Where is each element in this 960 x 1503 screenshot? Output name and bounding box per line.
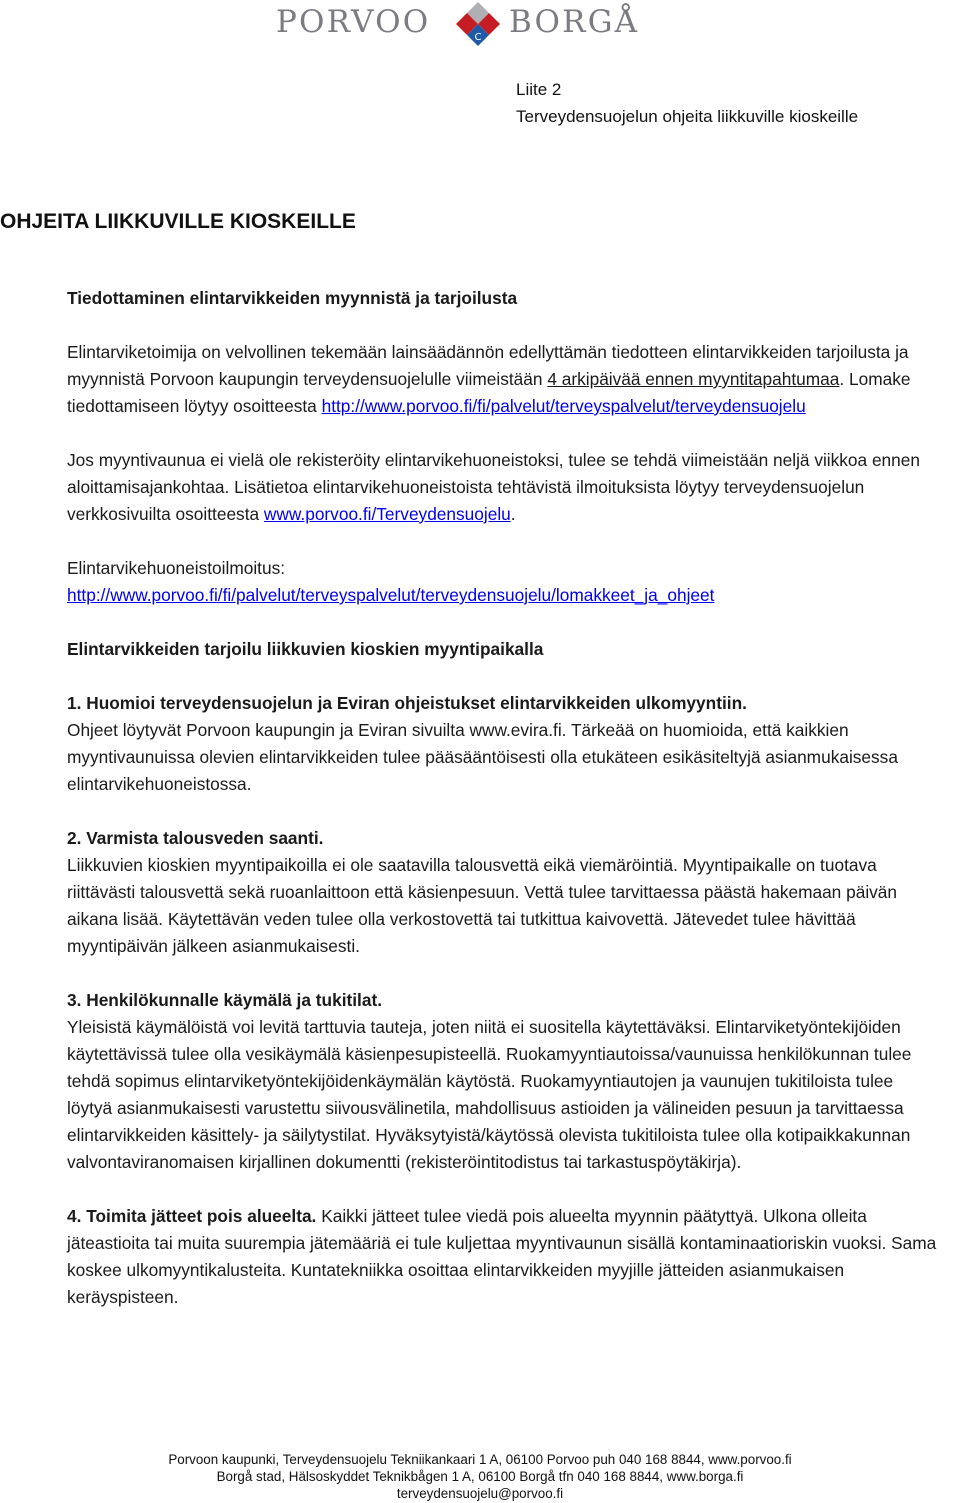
footer-email: terveydensuojelu@porvoo.fi	[396, 1486, 564, 1501]
instruction-item-4-text: Kaikki jätteet tulee viedä pois alueelta myynnin päätyttyä. Ulkona olleita jäteastioita tai muita suurempia jätemääriä ei tule kuljettaa myyntivaunun sisällä kontaminaatioriskin vuoksi. Sama koskee ulkomyyntikalusteita. Kuntatekniikka osoittaa elintarvikkeiden myyjille jätteiden asianmukaisen keräyspisteen.	[67, 1206, 937, 1307]
notification-form-text: . Lomake tiedottamiseen löytyy osoitteesta	[67, 369, 911, 416]
registration-period: .	[510, 504, 516, 524]
registration-text: Jos myyntivaunua ei vielä ole rekisteröity elintarvikehuoneistoksi, tulee se tehdä viimeistään neljä viikkoa ennen aloittamisajankohtaa. Lisätietoa elintarvikehuoneistoista tehtävistä ilmoituksista löytyy terveydensuojelun verkkosivuilta osoitteesta	[67, 450, 921, 524]
section-heading-serving: Elintarvikkeiden tarjoilu liikkuvien kioskien myyntipaikalla	[67, 639, 544, 659]
registration-paragraph	[67, 447, 939, 528]
deadline-text: 4 arkipäivää ennen myyntitapahtumaa	[547, 369, 840, 389]
instruction-item-4-title: 4. Toimita jätteet pois alueelta.	[67, 1206, 317, 1226]
svg-text:C: C	[474, 32, 482, 43]
instruction-item-1	[67, 690, 939, 798]
instruction-item-1-text: Ohjeet löytyvät Porvoon kaupungin ja Eviran sivuilta www.evira.fi. Tärkeää on huomioida, että kaikkien myyntivaunuissa olevien elintarvikkeiden tulee pääsääntöisesti olla etukäteen esikäsiteltyjä asianmukaisessa elintarvikehuoneistossa.	[67, 720, 898, 794]
attachment-header	[516, 76, 858, 130]
footer-line-borga: Borgå stad, Hälsoskyddet Teknikbågen 1 A, 06100 Borgå tfn 040 168 8844, www.borga.fi	[216, 1469, 744, 1484]
forms-link[interactable]: http://www.porvoo.fi/fi/palvelut/terveyspalvelut/terveydensuojelu/lomakkeet_ja_ohjeet	[67, 585, 715, 605]
logo-porvoo-text: PORVOO	[276, 4, 431, 40]
instruction-item-3-title: 3. Henkilökunnalle käymälä ja tukitilat.	[67, 990, 383, 1010]
city-logo	[276, 0, 656, 48]
logo-borga-text: BORGÅ	[509, 4, 640, 40]
page-title: OHJEITA LIIKKUVILLE KIOSKEILLE	[0, 210, 356, 233]
notification-text: Elintarviketoimija on velvollinen tekemään lainsäädännön edellyttämän tiedotteen elintarvikkeiden tarjoilusta ja myynnistä Porvoon kaupungin terveydensuojelulle viimeistään	[67, 342, 909, 389]
health-protection-link[interactable]: http://www.porvoo.fi/fi/palvelut/terveyspalvelut/terveydensuojelu	[321, 396, 806, 416]
instruction-item-4	[67, 1203, 939, 1311]
instruction-item-1-title: 1. Huomioi terveydensuojelun ja Eviran ohjeistukset elintarvikkeiden ulkomyyntiin.	[67, 693, 747, 713]
facility-notice-label: Elintarvikehuoneistoilmoitus:	[67, 558, 286, 578]
document-body	[67, 285, 939, 1311]
notification-paragraph	[67, 339, 939, 420]
attachment-subtitle: Terveydensuojelun ohjeita liikkuville kioskeille	[516, 107, 859, 126]
attachment-label: Liite 2	[516, 80, 562, 99]
instruction-item-2-text: Liikkuvien kioskien myyntipaikoilla ei ole saatavilla talousvettä eikä viemäröintiä. Myyntipaikalle on tuotava riittävästi talousvettä sekä ruoanlaittoon että käsienpesuun. Vettä tulee tarvittaessa päästä hakemaan päivän aikana lisää. Käytettävän veden tulee olla verkostovettä tai tutkittua kaivovettä. Jätevedet tulee hävittää myyntipäivän jälkeen asianmukaisesti.	[67, 855, 898, 956]
section-heading-notification: Tiedottaminen elintarvikkeiden myynnistä ja tarjoilusta	[67, 288, 518, 308]
instruction-item-3-text: Yleisistä käymälöistä voi levitä tarttuvia tauteja, joten niitä ei suositella käytettäväksi. Elintarviketyöntekijöiden käytettävissä tulee olla vesikäymälä käsienpesupisteellä. Ruokamyyntiautoissa/vaunuissa henkilökunnan tulee tehdä sopimus elintarviketyöntekijöidenkäymälän käytöstä. Ruokamyyntiautojen ja vaunujen tukitiloista tulee löytyä asianmukaisesti varustettu siivousvälinetila, mahdollisuus astioiden ja välineiden pesuun ja tarvittaessa elintarvikkeiden käsittely- ja säilytystilat. Hyväksytyistä/käytössä olevista tukitiloista tulee olla kotipaikkakunnan valvontaviranomaisen kirjallinen dokumentti (rekisteröintitodistus tai tarkastuspöytäkirja).	[67, 1017, 912, 1172]
instruction-item-3	[67, 987, 939, 1176]
instruction-item-2-title: 2. Varmista talousveden saanti.	[67, 828, 324, 848]
facility-notice-paragraph	[67, 555, 939, 609]
city-emblem-icon	[454, 0, 502, 48]
instruction-item-2	[67, 825, 939, 960]
footer-line-porvoo: Porvoon kaupunki, Terveydensuojelu Tekniikankaari 1 A, 06100 Porvoo puh 040 168 8844, www.porvoo.fi	[168, 1452, 792, 1467]
health-protection-site-link[interactable]: www.porvoo.fi/Terveydensuojelu	[263, 504, 511, 524]
page-footer	[0, 1451, 960, 1502]
